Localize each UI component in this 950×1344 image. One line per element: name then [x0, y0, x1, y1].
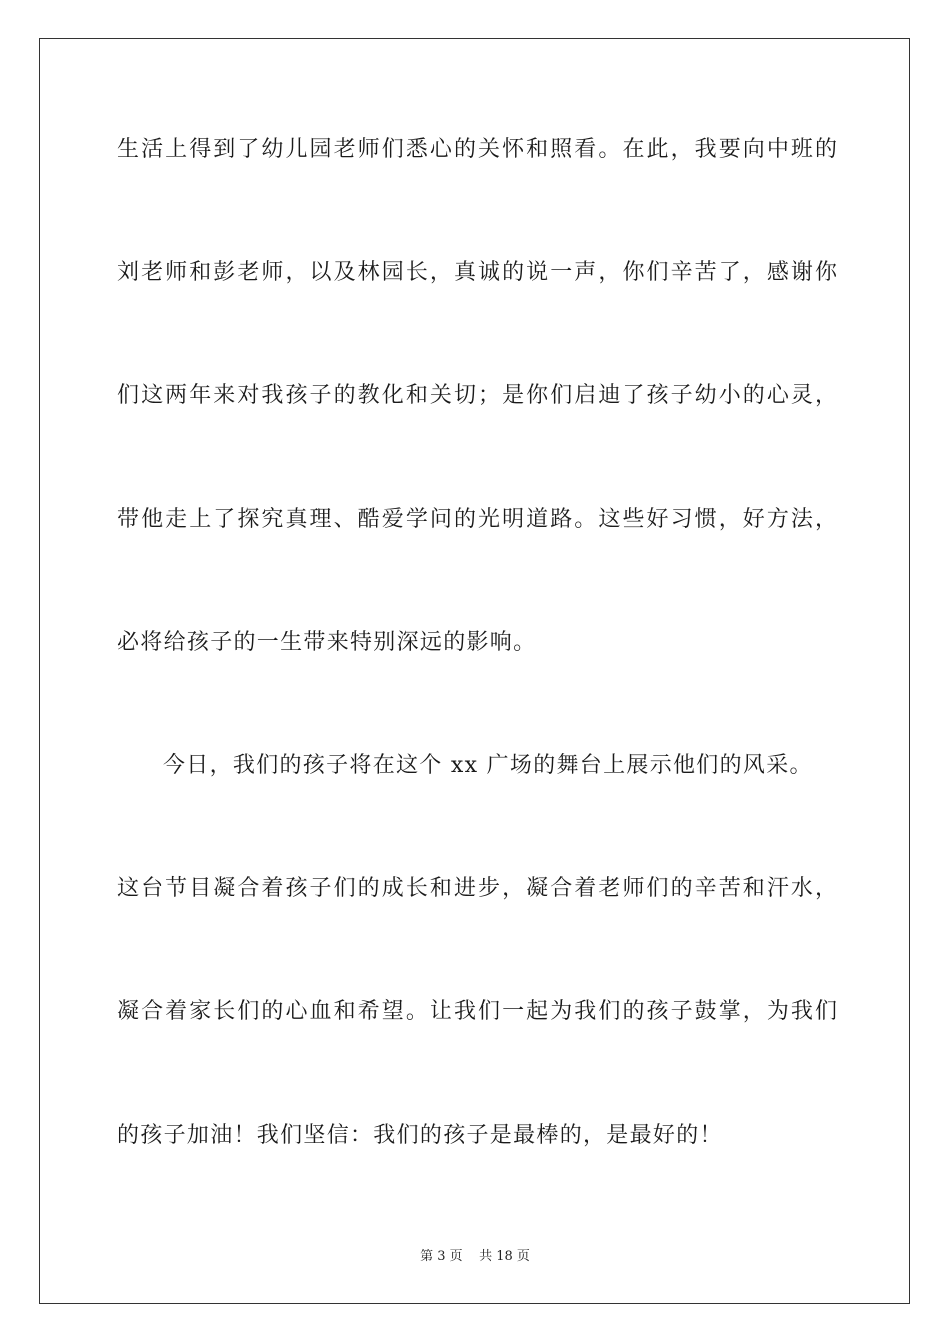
text-line-6: 今日，我们的孩子将在这个 xx 广场的舞台上展示他们的风采。	[163, 753, 813, 778]
text-line-5: 必将给孩子的一生带来特别深远的影响。	[117, 630, 537, 655]
text-line-8: 凝合着家长们的心血和希望。让我们一起为我们的孩子鼓掌，为我们	[117, 999, 837, 1024]
text-line-2: 刘老师和彭老师，以及林园长，真诚的说一声，你们辛苦了，感谢你	[117, 260, 837, 285]
text-line-7: 这台节目凝合着孩子们的成长和进步，凝合着老师们的辛苦和汗水，	[117, 876, 837, 901]
text-line-3: 们这两年来对我孩子的教化和关切；是你们启迪了孩子幼小的心灵，	[117, 383, 837, 408]
text-line-4: 带他走上了探究真理、酷爱学问的光明道路。这些好习惯，好方法，	[117, 507, 837, 532]
page-frame	[39, 38, 910, 1304]
page-number-footer: 第 3 页 共 18 页	[420, 1249, 530, 1264]
text-line-9: 的孩子加油！我们坚信：我们的孩子是最棒的，是最好的！	[117, 1123, 723, 1148]
text-line-1: 生活上得到了幼儿园老师们悉心的关怀和照看。在此，我要向中班的	[117, 137, 837, 162]
